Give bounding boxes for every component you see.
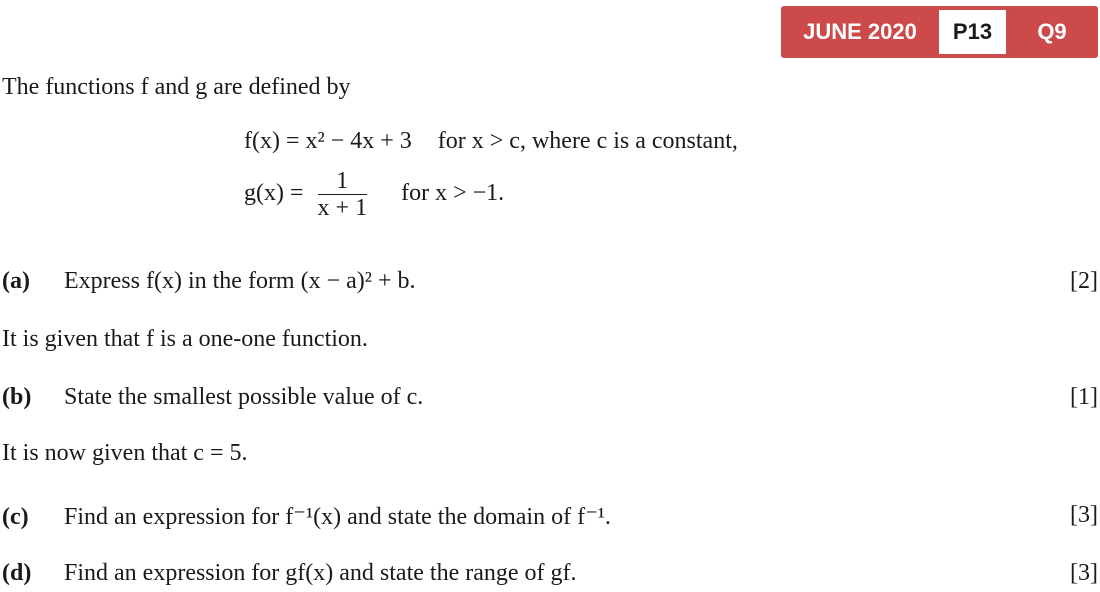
- part-c-marks: [3]: [1070, 502, 1098, 528]
- paper-number-label: P13: [939, 10, 1006, 54]
- part-b-marks: [1]: [1070, 384, 1098, 410]
- part-c: [2, 502, 611, 531]
- part-a: [2, 268, 416, 295]
- part-b-text: State the smallest possible value of c.: [64, 384, 424, 410]
- f-expression: x² − 4x + 3: [305, 128, 412, 154]
- part-a-label: (a): [2, 268, 30, 294]
- part-d-label: (d): [2, 560, 32, 586]
- g-denominator: x + 1: [317, 195, 368, 221]
- g-lhs: g(x) =: [244, 180, 304, 207]
- f-condition: for x > c, where c is a constant,: [437, 128, 738, 154]
- g-fraction: [318, 168, 368, 221]
- f-lhs: f(x) =: [244, 128, 300, 154]
- part-a-marks: [2]: [1070, 268, 1098, 294]
- part-c-label: (c): [2, 504, 29, 530]
- exam-session-label: JUNE 2020: [803, 19, 917, 44]
- question-reference-badge: [781, 6, 1098, 58]
- part-d-marks: [3]: [1070, 560, 1098, 586]
- g-condition: for x > −1.: [401, 180, 505, 207]
- part-c-text: Find an expression for f⁻¹(x) and state the domain of f⁻¹.: [64, 504, 611, 530]
- part-b: [2, 384, 423, 411]
- f-definition: [244, 128, 738, 155]
- part-b-label: (b): [2, 384, 32, 410]
- question-number-label: Q9: [1037, 19, 1067, 44]
- one-one-statement: It is given that f is a one-one function.: [2, 326, 368, 352]
- g-definition: [244, 168, 504, 221]
- c-value-statement: It is now given that c = 5.: [2, 440, 248, 466]
- part-a-text: Express f(x) in the form (x − a)² + b.: [64, 268, 416, 294]
- g-numerator: 1: [318, 168, 368, 195]
- intro-text: The functions f and g are defined by: [2, 74, 351, 100]
- part-d-text: Find an expression for gf(x) and state the range of gf.: [64, 560, 577, 586]
- part-d: [2, 560, 577, 587]
